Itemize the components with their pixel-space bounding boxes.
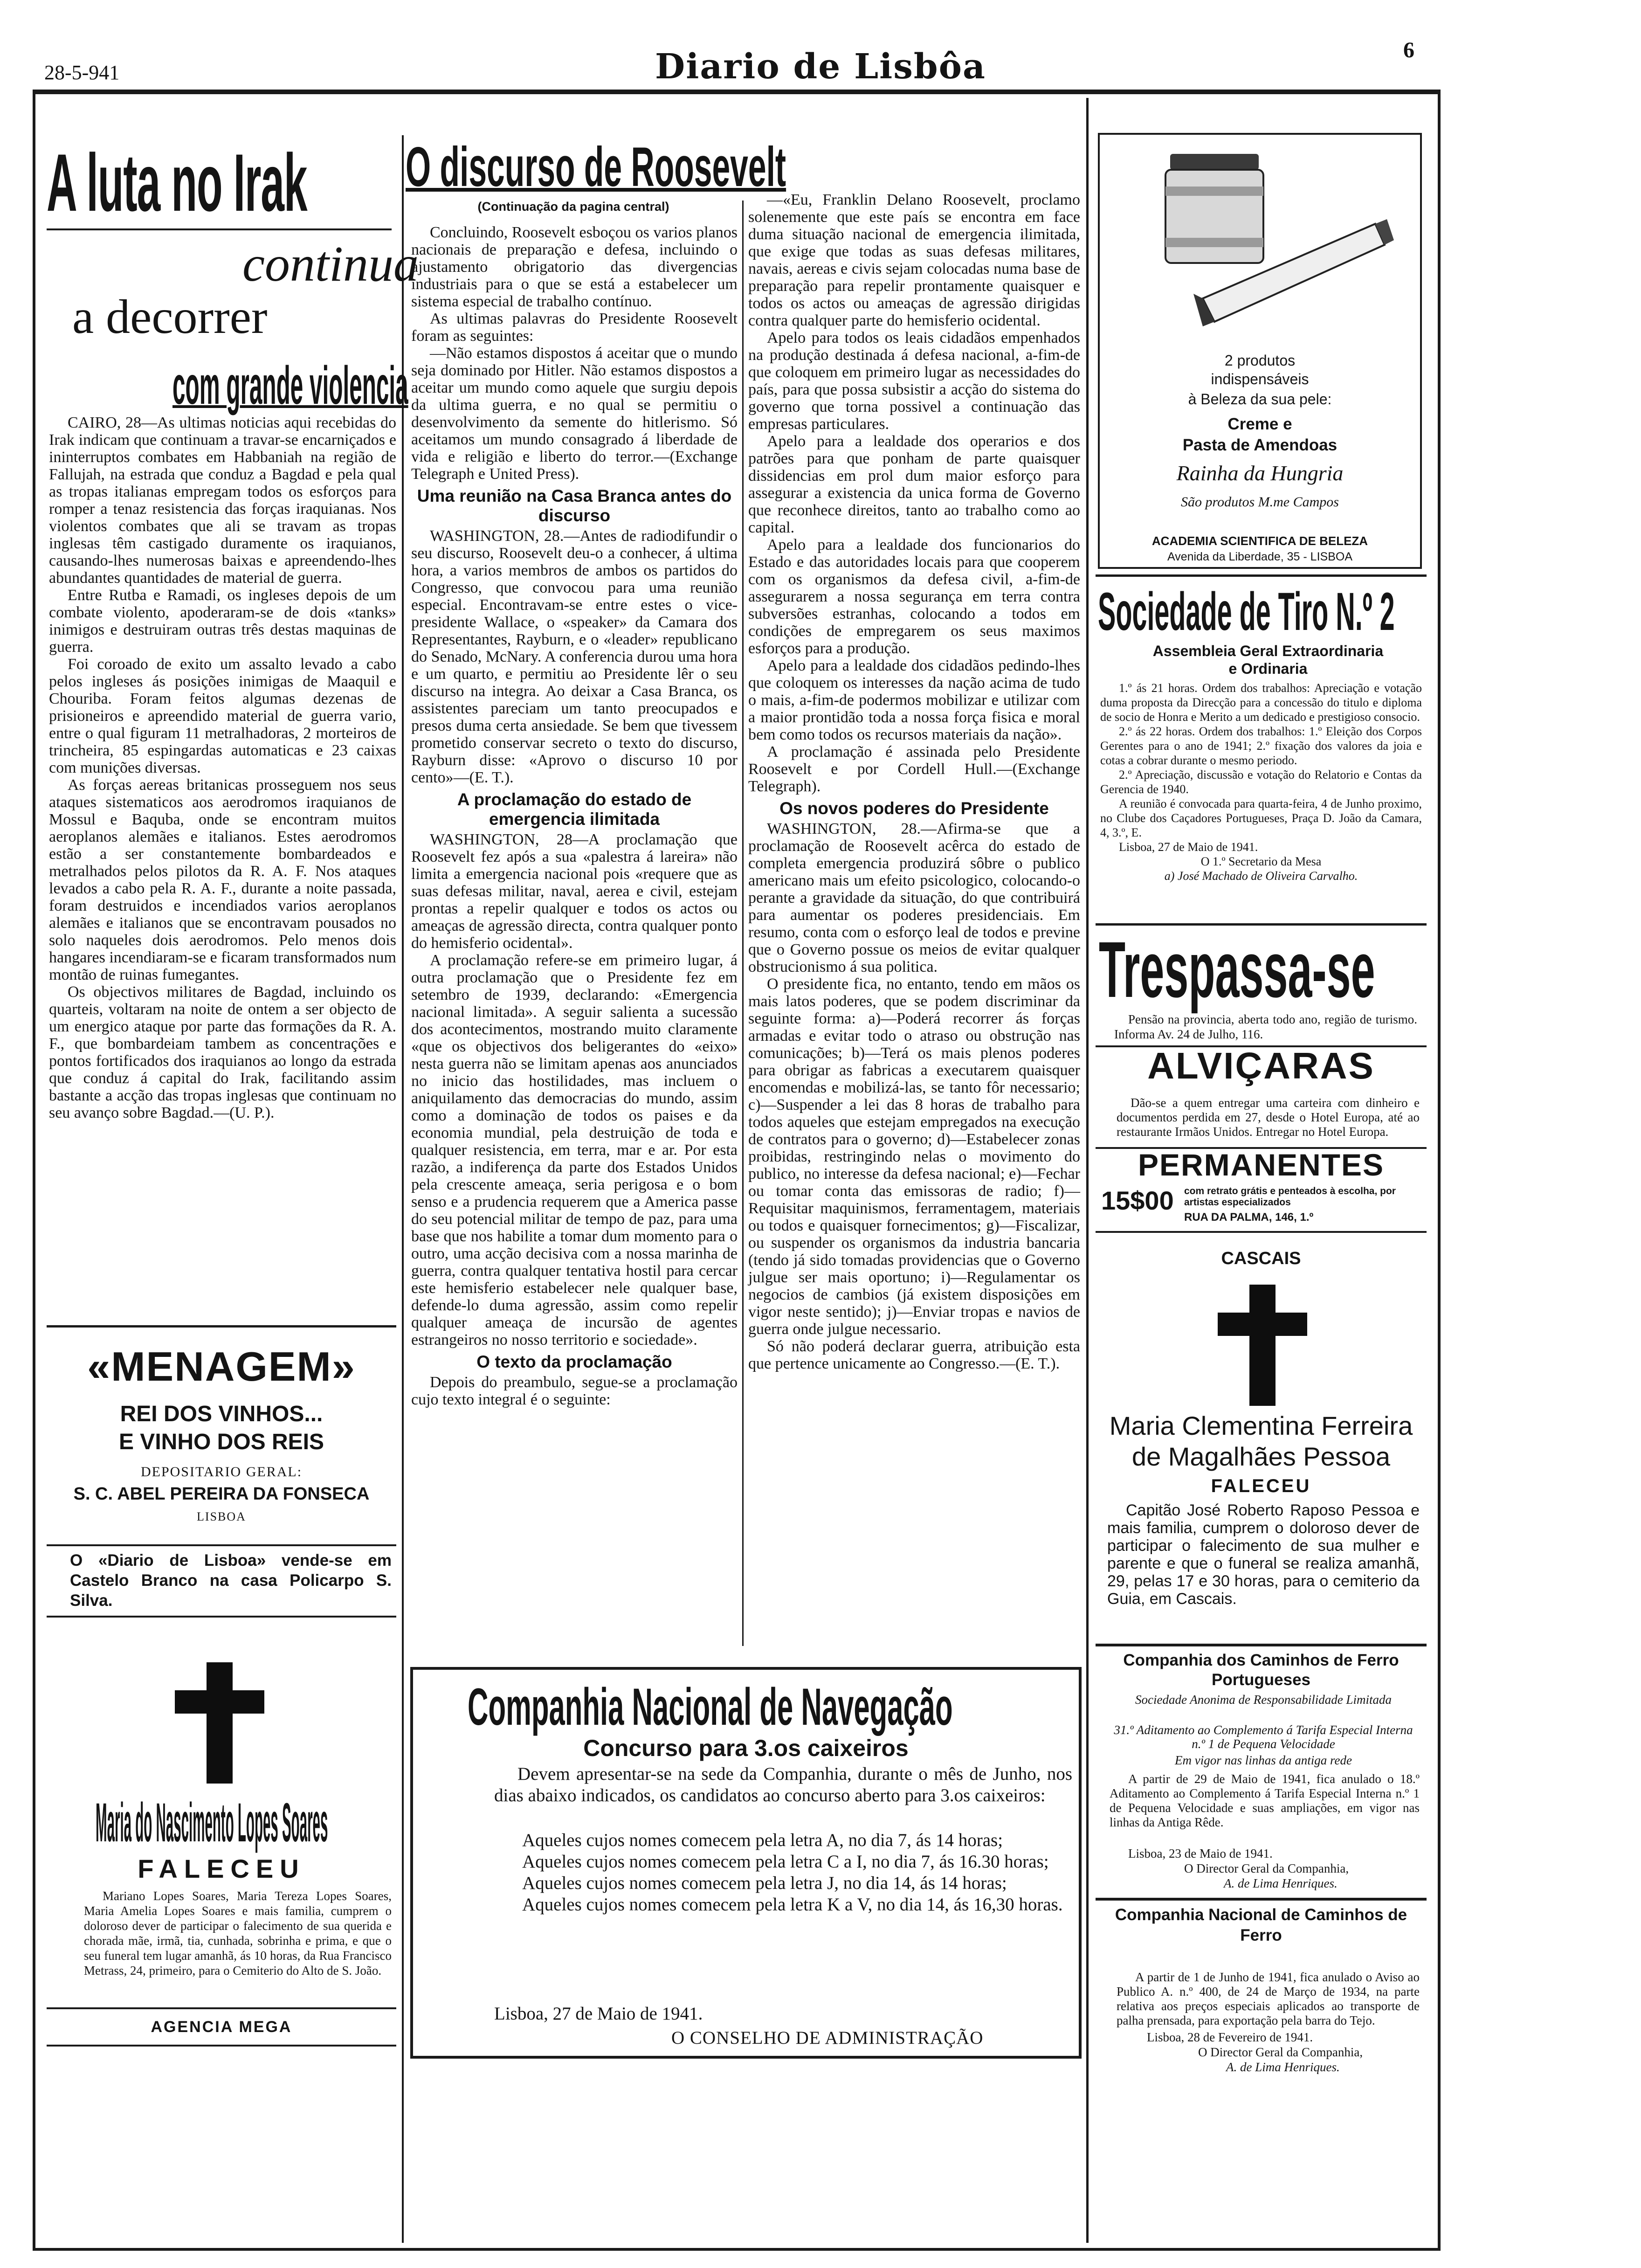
alvicaras-title: ALVIÇARAS — [1147, 1045, 1375, 1086]
companhia-item: Aqueles cujos nomes comecem pela letra A, no dia 7, ás 14 horas; — [522, 1830, 1003, 1850]
roosevelt-paragraph: Depois do preambulo, segue-se a proclamação cujo texto integral é o seguinte: — [411, 1374, 738, 1408]
companhia-item: Aqueles cujos nomes comecem pela letra J, no dia 14, ás 14 horas; — [522, 1873, 1007, 1893]
obit2-place: CASCAIS — [1221, 1249, 1301, 1268]
irak-paragraph: As forças aereas britanicas prosseguem nos seus ataques sistematicos aos aerodromos iraquianos de Mossul e Baquba, onde se encontram muitos aeroplanos alemães e italianos. Estes aerodromos estão a ser constantemente bombardeados e metralhados pelos pilotos da R. A. F. Nos ataques levados a cabo pela R. A. F., durante a noite passada, foram destruidos e incendiados varios aeroplanos alemães e italianos que se encontravam pousados no solo naqueles dois aerodromos. Pelo menos dois hangares incendiaram-se e ficaram transformados num montão de ruinas fumegantes. — [49, 776, 396, 983]
roosevelt-paragraph: —«Eu, Franklin Delano Roosevelt, proclamo solenemente que este país se encontra em face duma situação nacional de emergencia ilimitada, que exige que todas as suas defesas militares, navais, aereas e civis sejam colocadas numa base de preparação para repelir prontamente quaisquer e todos os actos ou ameaças de agressão dirigidas contra qualquer parte do hemisferio ocidental. — [748, 191, 1080, 329]
cross-icon — [207, 1662, 233, 1784]
cp2-text: A partir de 1 de Junho de 1941, fica anulado o Aviso ao Publico A. n.º 400, de 24 de Março de 1934, na parte relativa aos preços especiais aplicados ao transporte de palha prensada, para exportação pela barra do Tejo. — [1117, 1970, 1420, 2027]
tiro-sub: Assembleia Geral Extraordinaria e Ordinaria — [1152, 643, 1384, 677]
tiro-paragraph: 2.º ás 22 horas. Ordem dos trabalhos: 1.º Eleição dos Corpos Gerentes para o ano de 1941; 2.º fixação dos valores da joia e cotas a cobrar durante o mesmo periodo. — [1100, 725, 1422, 767]
divider-roosevelt-cols — [742, 201, 744, 1646]
irak-paragraph: Os objectivos militares de Bagdad, incluindo os quarteis, voltaram na noite de ontem a ser objecto de um energico ataque por parte das formações da R. A. F., que bombardeiam tambem as concentrações e pontos fortificados dos iraquianos ao longo da estrada que conduz á capital do Irak, facilitando assim bastante a acção das tropas inglesas que continuam no seu avanço sobre Bagdad.—(U. P.). — [49, 983, 396, 1121]
menagem-line5: LISBOA — [197, 1510, 246, 1523]
cross-icon-bar — [175, 1690, 264, 1714]
product-illustration — [1133, 145, 1394, 340]
companhia-item: Aqueles cujos nomes comecem pela letra K a V, no dia 14, ás 16,30 horas. — [522, 1895, 1063, 1915]
frame-left — [33, 90, 35, 2251]
obit1-agency: AGENCIA MEGA — [151, 2018, 292, 2036]
irak-headline-rule — [47, 228, 392, 230]
subhead-emergencia: A proclamação do estado de emergencia ilimitada — [457, 790, 692, 829]
irak-paragraph: Entre Rutba e Ramadi, os ingleses depois de um combate violento, apoderaram-se de dois «tanks» inimigos e destruiram outras três destas maquinas de guerra. — [49, 587, 396, 656]
cross-icon — [1249, 1285, 1276, 1406]
roosevelt-paragraph: O presidente fica, no entanto, tendo em mãos os mais latos poderes, que se podem discriminar da seguinte forma: a)—Poderá recorrer ás forças armadas e evitar todo o atraso ou obstrução nas comunicações; b)—Terá os mais plenos poderes para obrigar as fabricas a executarem quaisquer encomendas e mobilizá-las, se tanto fôr necessario; c)—Suspender a lei das 8 horas de trabalho para todos aqueles que estejam empregados na execução de contratos para o governo; d)—Estabelecer zonas proibidas, restringindo nelas o movimento do publico, no interesse da defesa nacional; e)—Fechar ou tomar conta das emissoras de radio; f)—Requisitar maquinismos, ferramentagem, materiais ou todos e quaisquer fornecimentos; g)—Fiscalizar, ou suspender os organismos da industria bancaria (tendo já sido tomadas providencias que o Governo julgue ser mais oportuno; i)—Regulamentar os negocios de cambios (já existem disposições em vigor neste sentido); j)—Enviar tropas e navios de guerra onde julgue necessario. — [748, 975, 1080, 1338]
roosevelt-paragraph: A proclamação refere-se em primeiro lugar, á outra proclamação que o Presidente fez em setembro de 1939, declarando: «Emergencia nacional limitada». A seguir salienta a sucessão dos acontecimentos, mostrando muito claramente «que os objectivos dos beligerantes do «eixo» nesta guerra não se limitam apenas aos anunciados no inicio das hostilidades, mas incluem o aniquilamento das democracias do mundo, assim como a dominação de todos os paises e da economia mundial, pela destruição de toda e qualquer resistencia, em terra, mar e ar. Por esta razão, a indiferença da parte dos Estados Unidos pela crescente ameaça, seria perigosa e o bom senso e a prudencia requerem que a America passe do seu potencial militar de tempo de paz, para uma base que nos habilite a tomar dum momento para o outro, uma acção decisiva com a nossa marinha de guerra, contra qualquer tentativa hostil para cercar este hemisferio estabelecer nele qualquer base, defende-lo duma agressão, assim como repelir qualquer ameaça de incursão de agentes estrangeiros no nosso territorio e sociedade». — [411, 952, 738, 1348]
roosevelt-col1 — [411, 224, 738, 1408]
companhia-items — [494, 1830, 1072, 1915]
roosevelt-paragraph: —Não estamos dispostos á aceitar que o mundo seja dominado por Hitler. Não estamos dispostos a aceitar um mundo como aquele que surgiu depois da ultima guerra, e no qual se permitiu o desenvolvimento da semente do hitlerismo. Só aceitamos um mundo consagrado á liberdade de vida e religião e liberto do terror.—(Exchange Telegraph e United Press). — [411, 345, 738, 483]
castelo-top-rule — [47, 1544, 396, 1546]
tiro-paragraph: 1.º ás 21 horas. Ordem dos trabalhos: Apreciação e votação duma proposta da Direcção para a concessão do titulo e diploma de socio de Honra e Merito a um dedicado e prestigioso consocio. — [1100, 681, 1422, 724]
obit1-faleceu: FALECEU — [138, 1854, 305, 1883]
cp1-text: A partir de 29 de Maio de 1941, fica anulado o 18.º Aditamento ao Complemento á Tarifa Especial Interna n.º 1 de Pequena Velocidade e suas ampliações, em vigor nas linhas da Antiga Rêde. — [1110, 1772, 1420, 1829]
roosevelt-paragraph: Apelo para a lealdade dos funcionarios do Estado e das autoridades locais para que cooperem com os organismos da defesa civil, a-fim-de assegurarem a nossa segurança em terra contra subversões estranhas, colocando a todos em condições de empregarem os seus maximos esforços para a produção. — [748, 536, 1080, 657]
tiro-paragraph: Lisboa, 27 de Maio de 1941. — [1119, 840, 1258, 854]
divider-left-col — [402, 135, 404, 2243]
irak-headline: A luta no Irak — [47, 138, 307, 228]
tiro-body — [1100, 681, 1422, 883]
cp1-top-rule — [1096, 1644, 1427, 1646]
castelo-notice: O «Diario de Lisboa» vende-se em Castelo Branco na casa Policarpo S. Silva. — [70, 1551, 392, 1610]
masthead: Diario de Lisbôa — [655, 47, 986, 87]
cp1-head: 31.º Aditamento ao Complemento á Tarifa Especial Interna n.º 1 de Pequena Velocidade — [1114, 1723, 1413, 1751]
obit2-top-rule — [1096, 1231, 1427, 1233]
cp1-signame: A. de Lima Henriques. — [1224, 1876, 1338, 1890]
roosevelt-paragraph: Só não poderá declarar guerra, atribuição esta que pertence unicamente ao Congresso.—(E. T.). — [748, 1338, 1080, 1372]
cream-jar-icon — [1165, 154, 1263, 263]
permanentes-price: 15$00 — [1101, 1186, 1174, 1215]
creme-line6: São produtos M.me Campos — [1181, 494, 1339, 510]
cp1-title: Companhia dos Caminhos de Ferro Portugueses — [1123, 1651, 1399, 1689]
tiro-paragraph: A reunião é convocada para quarta-feira, 4 de Junho proximo, no Clube dos Caçadores Portugueses, Praça D. João da Camara, 4, 3.º, E. — [1100, 797, 1422, 839]
creme-line4: Creme e — [1227, 415, 1292, 433]
cp1-sign: O Director Geral da Companhia, — [1184, 1861, 1349, 1875]
tiro-signature: a) José Machado de Oliveira Carvalho. — [1164, 869, 1358, 883]
cp2-top-rule — [1096, 1898, 1427, 1901]
roosevelt-paragraph: WASHINGTON, 28.—Afirma-se que a proclamação de Roosevelt acêrca do estado de completa emergencia produzirá sôbre o publico americano mais um efeito psicologico, colocando-o perante a gravidade da situação, do que contribuirá para aumentar os poderes presidenciais. Em resumo, conta com o esforço leal de todos e previne que o Governo possue os meios de evitar qualquer obstrucionismo á sua politica. — [748, 820, 1080, 975]
permanentes-title: PERMANENTES — [1138, 1148, 1385, 1182]
obit1-name: Maria do Nascimento Lopes Soares — [96, 1792, 328, 1853]
obit1-text: Mariano Lopes Soares, Maria Tereza Lopes Soares, Maria Amelia Lopes Soares e mais familia, cumprem o doloroso dever de participar o falecimento de sua querida e chorada mãe, irmã, tia, cunhada, sobrinha e prima, e que o seu funeral tem lugar amanhã, ás 10 horas, da Rua Francisco Metrass, 24, primeiro, para o Cemiterio do Alto de S. João. — [84, 1889, 392, 1978]
page-number: 6 — [1403, 38, 1414, 62]
obit1-agency-rule — [47, 2045, 396, 2047]
obit2-name: Maria Clementina Ferreira de Magalhães Pessoa — [1109, 1411, 1413, 1471]
cp2-sign: O Director Geral da Companhia, — [1198, 2045, 1363, 2059]
trespassa-text: Pensão na provincia, aberta todo ano, região de turismo. Informa Av. 24 de Julho, 116. — [1114, 1012, 1417, 1041]
top-rule — [33, 90, 1441, 94]
tiro-paragraph: 2.º Apreciação, discussão e votação do Relatorio e Contas da Gerencia de 1940. — [1100, 768, 1422, 796]
obit2-text: Capitão José Roberto Raposo Pessoa e mais familia, cumprem o doloroso dever de participar o falecimento de sua mulher e parente e que o funeral se realiza amanhã, 29, pelas 17 e 30 horas, para o cemiterio da Guia, em Cascais. — [1107, 1501, 1420, 1608]
creme-line3: à Beleza da sua pele: — [1188, 391, 1332, 408]
cp2-title: Companhia Nacional de Caminhos de Ferro — [1115, 1906, 1407, 1944]
tiro-title: Sociedade de Tiro N.º 2 — [1098, 582, 1395, 642]
companhia-date: Lisboa, 27 de Maio de 1941. — [494, 2004, 703, 2024]
frame-bottom — [33, 2248, 1441, 2251]
irak-body — [49, 414, 396, 1121]
cp1-vigor: Em vigor nas linhas da antiga rede — [1175, 1753, 1352, 1767]
cp2-signame: A. de Lima Henriques. — [1226, 2060, 1340, 2074]
roosevelt-paragraph: A proclamação é assinada pelo Presidente Roosevelt e por Cordell Hull.—(Exchange Telegraph). — [748, 743, 1080, 795]
subhead-casa-branca: Uma reunião na Casa Branca antes do discurso — [417, 486, 732, 525]
roosevelt-paragraph: Apelo para a lealdade dos operarios e dos patrões para que ponham de parte quaisquer dissidencias em prol dum maior esforço para assegurar a existencia da unica forma de Governo que reconhece direitos, tanto ao trabalho como ao capital. — [748, 433, 1080, 536]
permanentes-text: com retrato grátis e penteados à escolha, por artistas especializados — [1184, 1186, 1396, 1208]
subhead-texto-proclamacao: O texto da proclamação — [476, 1352, 672, 1371]
companhia-subtitle: Concurso para 3.os caixeiros — [583, 1735, 909, 1761]
companhia-item: Aqueles cujos nomes comecem pela letra C a I, no dia 7, ás 16.30 horas; — [522, 1852, 1049, 1872]
roosevelt-continuation: (Continuação da pagina central) — [477, 200, 669, 214]
issue-date: 28-5-941 — [44, 61, 120, 84]
irak-sub-continua: continua — [242, 236, 419, 292]
permanentes-address: RUA DA PALMA, 146, 1.º — [1184, 1211, 1314, 1224]
irak-paragraph: Foi coroado de exito um assalto levado a cabo pelos ingleses ás posições inimigas de Maaquil e Chouriba. Foram feitos algumas dezenas de prisioneiros e apreendido material de guerra vario, entre o qual figuram 11 metralhadoras, 2 morteiros de trincheira, 85 espingardas automaticas e 23 caixas com munições diversas. — [49, 656, 396, 776]
cross-icon-bar — [1218, 1313, 1307, 1336]
roosevelt-paragraph: Concluindo, Roosevelt esboçou os varios planos nacionais de preparação e defesa, incluindo o ajustamento obrigatorio das divergencias industriais para o que se está a estabelecer um sistema especial de trabalho contínuo. — [411, 224, 738, 310]
tiro-top-rule — [1096, 574, 1427, 577]
menagem-title: «MENAGEM» — [87, 1343, 356, 1390]
roosevelt-paragraph: Apelo para todos os leais cidadãos empenhados na produção destinada á defesa nacional, a-fim-de que coloquem em primeiro lugar as necessidades do país, para que possa subsistir a acção do sistema do governo que torna possivel a continuação das empresas particulares. — [748, 329, 1080, 433]
companhia-title: Companhia Nacional de Navegação — [468, 1678, 953, 1736]
divider-right-col — [1086, 98, 1089, 2243]
frame-right — [1438, 90, 1441, 2251]
roosevelt-paragraph: Apelo para a lealdade dos cidadãos pedindo-lhes que coloquem os interesses da nação acima de tudo o mais, a-fim-de podermos mobilizar e utilizar com a maior prontidão toda a nossa força fisica e moral bem como todos os recursos materiais da nação». — [748, 657, 1080, 743]
irak-paragraph: CAIRO, 28—As ultimas noticias aqui recebidas do Irak indicam que continuam a travar-se encarniçados e ininterruptos combates em Habbaniah na região de Fallujah, na estrada que conduz a Bagdad e pela qual as tropas italianas empregam todos os esforços para romper a tenaz resistencia das forças iraquianas. Nos violentos combates que ali se travam as tropas inglesas têm castigado duramente os iraquianos, causando-lhes numerosas baixas e apreendendo-lhes abundantes quantidades de material de guerra. — [49, 414, 396, 587]
trespassa-title: Trespassa-se — [1099, 926, 1375, 1014]
roosevelt-paragraph: As ultimas palavras do Presidente Roosevelt foram as seguintes: — [411, 310, 738, 345]
menagem-line4: S. C. ABEL PEREIRA DA FONSECA — [73, 1484, 370, 1504]
obit2-faleceu: FALECEU — [1211, 1476, 1311, 1496]
creme-line2: indispensáveis — [1211, 371, 1309, 387]
creme-brand: Rainha da Hungria — [1176, 461, 1344, 485]
roosevelt-headline: O discurso de Roosevelt — [406, 136, 786, 198]
roosevelt-col2 — [748, 191, 1080, 1372]
cp1-date: Lisboa, 23 de Maio de 1941. — [1128, 1846, 1273, 1860]
tiro-secretary: O 1.º Secretario da Mesa — [1200, 855, 1322, 868]
cp1-sub: Sociedade Anonima de Responsabilidade Limitada — [1135, 1693, 1392, 1707]
subhead-novos-poderes: Os novos poderes do Presidente — [779, 799, 1049, 818]
roosevelt-paragraph: WASHINGTON, 28.—Antes de radiodifundir o seu discurso, Roosevelt deu-o a conhecer, á ultima hora, a varios membros de ambos os partidos do Congresso, que convocou para uma reunião especial. Encontravam-se entre estes o vice-presidente Wallace, o «speaker» da Camara dos Representantes, Rayburn, e o «leader» republicano do Senado, McNary. A conferencia durou uma hora e um quarto, e permitiu ao Presidente lêr o seu discurso na integra. Ao deixar a Casa Branca, os assistentes pareciam um tanto preocupados e presos duma certa ansiedade. Se bem que tivessem prometido conservar secreto o texto do discurso, Rayburn disse: «Aprovo o discurso 10 por cento»—(E. T.). — [411, 527, 738, 786]
creme-line1: 2 produtos — [1224, 352, 1296, 369]
roosevelt-paragraph: WASHINGTON, 28—A proclamação que Roosevelt fez após a sua «palestra á lareira» não limita a emergencia nacional pois «requere que as suas defesas militar, naval, aerea e civil, estejam prontas a repelir qualquer e todos os actos ou ameaças de agressão directa, contra qualquer ponto do hemisferio ocidental». — [411, 831, 738, 952]
creme-line8: Avenida da Liberdade, 35 - LISBOA — [1167, 550, 1353, 563]
irak-sub-decorrer: a decorrer — [72, 290, 268, 344]
creme-line5: Pasta de Amendoas — [1182, 436, 1338, 454]
alvicaras-text: Dão-se a quem entregar uma carteira com dinheiro e documentos perdida em 27, desde o Hotel Europa, até ao restaurante Irmãos Unidos. Entregar no Hotel Europa. — [1117, 1096, 1420, 1139]
menagem-line3: DEPOSITARIO GERAL: — [140, 1464, 303, 1480]
cp2-date: Lisboa, 28 de Fevereiro de 1941. — [1147, 2030, 1313, 2044]
creme-line7: ACADEMIA SCIENTIFICA DE BELEZA — [1151, 534, 1368, 548]
irak-sub-violencia: com grande violencia — [172, 356, 408, 415]
companhia-intro: Devem apresentar-se na sede da Companhia, durante o mês de Junho, nos dias abaixo indicados, os candidatos ao concurso aberto para 3.os caixeiros: — [494, 1764, 1072, 1805]
castelo-bottom-rule — [47, 1616, 396, 1618]
menagem-line2: E VINHO DOS REIS — [118, 1430, 324, 1454]
menagem-top-rule — [47, 1325, 396, 1328]
menagem-line1: REI DOS VINHOS... — [120, 1402, 323, 1426]
companhia-signature: O CONSELHO DE ADMINISTRAÇÃO — [671, 2028, 984, 2048]
obit1-bottom-rule — [47, 2007, 396, 2009]
